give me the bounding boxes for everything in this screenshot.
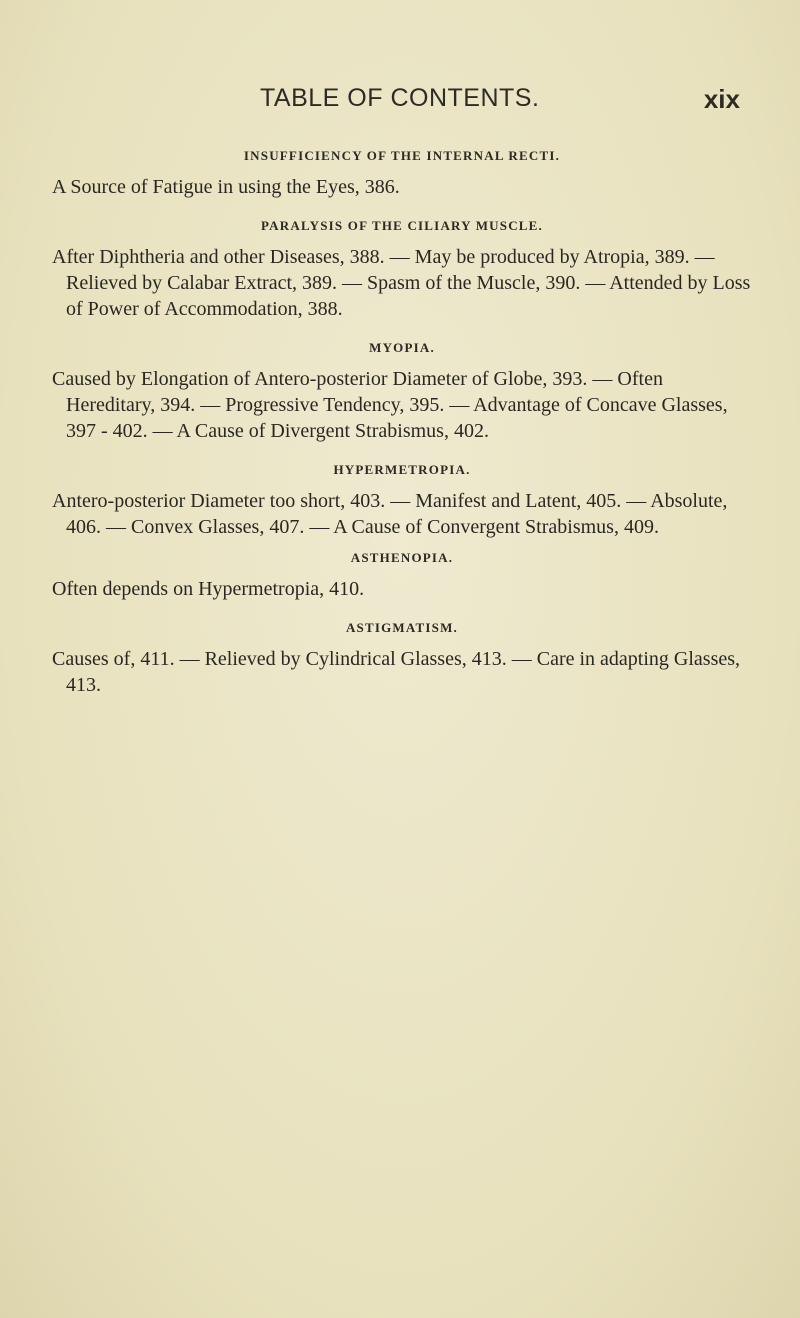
section-heading: HYPERMETROPIA. <box>333 462 471 477</box>
section-entry: Antero-posterior Diameter too short, 403. — Manifest and Latent, 405. — Absolute, 406. — Convex Glasses, 407. — A Cause of Convergent Strabismus, 409. <box>52 490 728 538</box>
section-heading: INSUFFICIENCY OF THE INTERNAL RECTI. <box>243 148 561 163</box>
section-myopia <box>52 340 752 444</box>
section-entry: A Source of Fatigue in using the Eyes, 386. <box>52 176 400 198</box>
section-hypermetropia <box>52 462 752 540</box>
section-entry: Caused by Elongation of Antero-posterior Diameter of Globe, 393. — Often Hereditary, 394. — Progressive Tendency, 395. — Advantage of Concave Glasses, 397 - 402. — A Cause of Divergent Strabismus, 402. <box>52 368 728 442</box>
running-head <box>60 84 740 118</box>
section-heading: ASTIGMATISM. <box>345 620 459 635</box>
section-entry: Often depends on Hypermetropia, 410. <box>52 578 365 600</box>
section-paralysis-ciliary-muscle <box>52 218 752 322</box>
section-heading: MYOPIA. <box>369 340 435 355</box>
section-heading: PARALYSIS OF THE CILIARY MUSCLE. <box>261 218 543 233</box>
section-heading: ASTHENOPIA. <box>350 550 454 565</box>
section-entry: After Diphtheria and other Diseases, 388. — May be produced by Atropia, 389. — Relieved by Calabar Extract, 389. — Spasm of the Muscle, 390. — Attended by Loss of Power of Accommodation, 388. <box>52 246 751 320</box>
section-asthenopia <box>52 550 752 602</box>
section-entry: Causes of, 411. — Relieved by Cylindrical Glasses, 413. — Care in adapting Glasses, 413. <box>52 648 741 696</box>
page-number: xix <box>703 84 740 114</box>
running-title: TABLE OF CONTENTS. <box>260 84 540 112</box>
contents-body <box>52 148 752 712</box>
section-insufficiency-internal-recti <box>52 148 752 200</box>
section-astigmatism <box>52 620 752 698</box>
